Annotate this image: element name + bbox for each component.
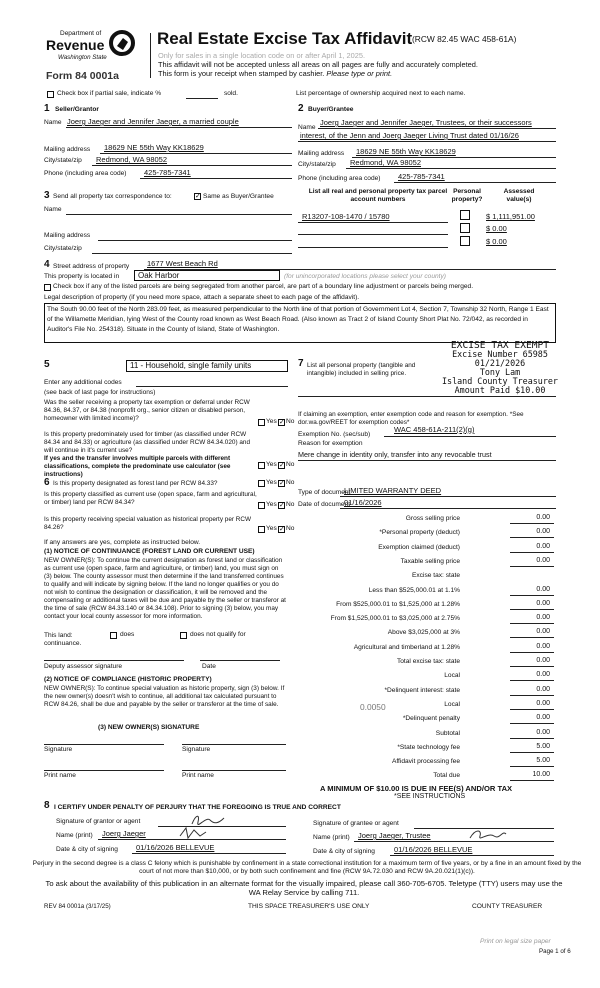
section-3-city-line[interactable] <box>92 253 292 254</box>
amount-line <box>510 595 554 596</box>
amount-value[interactable]: 0.00 <box>536 628 550 636</box>
section-7-number: 7 <box>298 358 304 369</box>
amount-label: Excise tax: state <box>411 572 460 580</box>
notice-3-heading: (3) NEW OWNER(S) SIGNATURE <box>98 724 200 731</box>
exemption-no[interactable]: WAC 458-61A-211(2)(g) <box>394 425 475 434</box>
amount-value[interactable]: 0.00 <box>536 685 550 693</box>
parcel-col-header: List all real and personal property tax parcel account numbers <box>308 188 448 203</box>
amount-label: *Delinquent penalty <box>402 715 460 723</box>
form-note-2b: Please type or print. <box>326 69 393 78</box>
additional-codes-hint: (see back of last page for instructions) <box>44 389 156 396</box>
exemption-label: If claiming an exemption, enter exemption code and reason for exemption. *See dor.wa.gov/REET for exemption codes* <box>298 411 524 426</box>
street-address[interactable]: 1677 West Beach Rd <box>147 259 218 268</box>
new-owner-print-2-line[interactable] <box>182 770 286 771</box>
availability-notice <box>44 879 564 897</box>
stamp-line4: Tony Lam <box>479 367 521 377</box>
if-yes-note: If any answers are yes, complete as instructed below. <box>44 539 201 546</box>
grantee-date-label: Date & city of signing <box>313 848 375 855</box>
amount-label: Gross selling price <box>405 515 460 522</box>
buyer-heading: Buyer/Grantee <box>308 106 354 113</box>
amount-line <box>510 723 554 724</box>
legal-description-box[interactable] <box>44 303 556 343</box>
buyer-city-label: City/state/zip <box>298 161 336 168</box>
grantee-sig-label: Signature of grantee or agent <box>313 820 399 827</box>
q1-no-checkbox[interactable]: ✓ <box>279 419 285 426</box>
seller-name-line <box>66 127 292 128</box>
local-rate[interactable]: 0.0050 <box>360 702 386 712</box>
q1-yes-checkbox[interactable] <box>258 419 265 426</box>
same-as-buyer-checkbox[interactable]: ✓ <box>195 193 201 200</box>
section-2-number: 2 <box>298 103 304 114</box>
amount-label: *Personal property (deduct) <box>379 529 460 537</box>
amount-line <box>510 552 554 553</box>
section-5-number: 5 <box>44 359 50 370</box>
same-as-buyer-label: Same as Buyer/Grantee <box>203 193 274 200</box>
amount-label: Exemption claimed (deduct) <box>378 543 460 551</box>
buyer-name-line2[interactable]: interest, of the Jenn and Joerg Jaeger Living Trust dated 01/16/26 <box>300 131 519 140</box>
current-use-no-checkbox[interactable]: ✓ <box>279 502 285 509</box>
stamp-line6: Amount Paid $10.00 <box>454 385 546 395</box>
seller-heading: Seller/Grantor <box>55 106 99 113</box>
buyer-phone-label: Phone (including area code) <box>298 175 381 182</box>
buyer-name-label: Name <box>298 124 316 131</box>
minimum-note: A MINIMUM OF $10.00 IS DUE IN FEE(S) AND/OR TAX <box>320 784 513 793</box>
county-treasurer: COUNTY TREASURER <box>472 903 543 910</box>
grantor-date-label: Date & city of signing <box>56 846 118 853</box>
section-3-name-line[interactable] <box>66 214 292 215</box>
q1-no-label: No <box>286 418 295 425</box>
buyer-mailing-label: Mailing address <box>298 150 345 157</box>
personal-checkbox-3[interactable] <box>460 236 470 246</box>
located-label: This property is located in <box>44 273 120 280</box>
assessed-row-1[interactable]: $ 1,111,951.00 <box>486 212 535 221</box>
revision: REV 84 0001a (3/17/25) <box>44 903 111 910</box>
current-use-yes-checkbox[interactable] <box>258 502 265 509</box>
exemption-no-label: Exemption No. (sec/sub) <box>298 431 371 438</box>
amount-label: Taxable selling price <box>400 557 460 565</box>
notice-1-heading: (1) NOTICE OF CONTINUANCE (FOREST LAND OR CURRENT USE) <box>44 548 255 555</box>
q2-no-label: No <box>286 461 295 468</box>
buyer-phone-line <box>394 182 556 183</box>
dept-line1: Department of <box>60 30 102 37</box>
amount-line <box>510 680 554 681</box>
personal-col-header: Personal property? <box>451 188 483 203</box>
amount-line <box>510 623 554 624</box>
buyer-city[interactable]: Redmond, WA 98052 <box>350 158 422 167</box>
new-owner-sig-2-line[interactable] <box>182 744 286 745</box>
legal-label: Legal description of property (if you need more space, attach a separate sheet to each page of the affidavit). <box>44 294 360 301</box>
grantor-date-line <box>132 853 286 854</box>
minimum-instructions: *SEE INSTRUCTIONS <box>394 793 466 800</box>
amount-label: Above $3,025,000 at 3% <box>387 629 460 637</box>
header-divider <box>150 33 151 78</box>
grantee-date[interactable]: 01/16/2026 BELLEVUE <box>394 845 473 854</box>
parcel-line-3 <box>298 247 448 248</box>
amount-value[interactable]: 0.00 <box>536 514 550 521</box>
doc-date[interactable]: 01/16/2026 <box>344 498 382 507</box>
amount-line <box>510 637 554 638</box>
partial-sale-sold: sold. <box>224 90 238 97</box>
located-select[interactable] <box>134 270 280 281</box>
legal-description: The South 90.00 feet of the North 283.09 feet, as measured perpendicular to the North line of that portion of Government Lot 4, Section 7, Township 32 North, Range 1 East of the Willamette Meridian, lying West of the County road known as West Beach Road. (Also known as Tract 2 of Island County Short Plat No. 72/042, as recorded in Auditor's File No. 254318). Situate in the County of Island, State of Washington. <box>47 306 549 333</box>
amount-label: Agricultural and timberland at 1.28% <box>353 643 460 651</box>
current-use-yes-label: Yes <box>266 501 277 508</box>
seller-mailing[interactable]: 18629 NE 55th Way KK18629 <box>104 143 204 152</box>
form-rcw: (RCW 82.45 WAC 458-61A) <box>412 34 517 44</box>
seller-mailing-label: Mailing address <box>44 146 91 153</box>
current-use-no-label: No <box>286 501 295 508</box>
deputy-signature-line[interactable] <box>44 660 184 661</box>
does-not-checkbox[interactable] <box>180 632 187 639</box>
amount-value[interactable]: 0.00 <box>536 699 550 707</box>
seller-mailing-line <box>100 153 292 154</box>
amount-line <box>510 609 554 610</box>
buyer-name-rule2 <box>298 141 556 142</box>
amount-line <box>510 666 554 667</box>
buyer-mailing[interactable]: 18629 NE 55th Way KK18629 <box>356 147 456 156</box>
grantee-name-label: Name (print) <box>313 834 350 841</box>
availability-text: To ask about the availability of this publication in an alternate format for the visually impaired, please call 360-705-6705. Teletype (TTY) users may use the WA Relay Service by calling 711. <box>45 879 563 897</box>
seller-phone[interactable]: 425-785-7341 <box>144 168 191 177</box>
amount-label: *Delinquent interest: state <box>384 686 460 694</box>
historic-no-checkbox[interactable]: ✓ <box>279 526 285 533</box>
amount-value[interactable]: 0.00 <box>536 528 550 536</box>
historic-yes-label: Yes <box>266 525 277 532</box>
section-6-number: 6 <box>44 477 50 488</box>
page-number: Page 1 of 6 <box>539 948 571 955</box>
buyer-city-line <box>346 168 556 169</box>
amount-label: From $1,525,000.01 to $3,025,000 at 2.75% <box>330 615 460 623</box>
q2-no-checkbox[interactable]: ✓ <box>279 462 285 469</box>
section-3-name-label: Name <box>44 206 62 213</box>
doc-date-label: Date of document <box>298 501 351 508</box>
parcel-row-1[interactable]: R13207-108-1470 / 15780 <box>302 212 390 221</box>
grantee-date-line <box>390 855 554 856</box>
grantee-signature <box>468 826 508 842</box>
grantor-date[interactable]: 01/16/2026 BELLEVUE <box>136 843 215 852</box>
personal-property-line-1[interactable] <box>298 396 556 397</box>
amount-line <box>510 738 554 739</box>
dept-line3: Washington State <box>58 54 107 61</box>
stamp-line3: 01/21/2026 <box>474 358 526 368</box>
amount-value[interactable]: 0.00 <box>536 614 550 622</box>
amount-value[interactable]: 0.00 <box>536 599 550 607</box>
form-number: Form 84 0001a <box>46 70 119 82</box>
section-3-heading: Send all property tax correspondence to: <box>53 193 172 200</box>
deputy-date-label: Date <box>202 663 216 670</box>
deputy-signature-label: Deputy assessor signature <box>44 663 123 670</box>
continuance-label: continuance. <box>44 640 82 647</box>
grantor-name[interactable]: Joerg Jaeger <box>102 829 146 838</box>
located-hint: (for unincorporated locations please select your county) <box>284 273 447 280</box>
amount-line <box>510 709 554 710</box>
amount-line <box>510 537 554 538</box>
assessed-row-2[interactable]: $ 0.00 <box>486 224 507 233</box>
segregated-label: Check box if any of the listed parcels are being segregated from another parcel, are part of a boundary line adjustment or parcels being merged. <box>53 283 474 290</box>
dept-line2: Revenue <box>46 37 105 53</box>
does-not-label: does not qualify for <box>190 631 246 638</box>
doc-type-line <box>340 496 556 497</box>
form-subtitle: Only for sales in a single location code on or after April 1, 2025. <box>158 51 366 60</box>
amount-value[interactable]: 10.00 <box>532 771 550 779</box>
new-owner-sig-1-line[interactable] <box>44 744 164 745</box>
notice-2-heading: (2) NOTICE OF COMPLIANCE (HISTORIC PROPERTY) <box>44 676 212 683</box>
amount-label: *State technology fee <box>397 743 460 751</box>
buyer-phone[interactable]: 425-785-7341 <box>398 172 445 181</box>
form-note-1: This affidavit will not be accepted unless all areas on all pages are fully and accurately completed. <box>158 60 478 69</box>
amount-label: Local <box>444 700 460 708</box>
grantee-name-line <box>354 841 554 842</box>
q2-yes-label: Yes <box>266 461 277 468</box>
amount-line <box>510 780 554 781</box>
amount-value[interactable]: 0.00 <box>536 728 550 736</box>
parcel-line-1 <box>298 222 448 223</box>
stamp-line2: Excise Number 65985 <box>452 349 548 359</box>
amount-line <box>510 523 554 524</box>
deputy-date-line[interactable] <box>200 660 280 661</box>
treasurer-use: THIS SPACE TREASURER'S USE ONLY <box>248 903 370 910</box>
notice-2-text: NEW OWNER(S): To continue special valuation as historic property, sign (3) below. If the new owner(s) doesn't wish to continue, all additional tax calculated pursuant to RCW 84.26, shall be due and payable by the seller or transferor at the time of sale. <box>44 685 285 708</box>
amount-value[interactable]: 0.00 <box>536 671 550 679</box>
section-1-number: 1 <box>44 103 50 114</box>
grantee-name[interactable]: Joerg Jaeger, Trustee <box>358 831 431 840</box>
grantor-name-label: Name (print) <box>56 832 93 839</box>
amount-label: Affidavit processing fee <box>391 758 460 766</box>
seller-name-label: Name <box>44 119 62 126</box>
partial-sale-percent-line[interactable] <box>186 98 218 99</box>
amount-line <box>510 652 554 653</box>
forest-no-checkbox[interactable]: ✓ <box>279 480 285 487</box>
forest-yes-label: Yes <box>266 479 277 486</box>
amount-label: Total due <box>433 772 460 780</box>
ownership-note: List percentage of ownership acquired next to each name. <box>296 90 466 97</box>
seller-name[interactable]: Joerg Jaeger and Jennifer Jaeger, a married couple <box>67 117 239 126</box>
new-owner-print-2-label: Print name <box>182 772 214 779</box>
forest-yes-checkbox[interactable] <box>258 480 265 487</box>
new-owner-print-1-label: Print name <box>44 772 76 779</box>
amount-line <box>510 766 554 767</box>
amount-label: Local <box>444 672 460 680</box>
seller-city[interactable]: Redmond, WA 98052 <box>96 155 168 164</box>
amount-value[interactable]: 5.00 <box>536 757 550 765</box>
dor-logo-icon <box>109 30 135 56</box>
form-title: Real Estate Excise Tax Affidavit <box>157 29 413 48</box>
doc-type-label: Type of document <box>298 489 351 496</box>
street-label: Street address of property <box>53 263 130 270</box>
reason-label: Reason for exemption <box>298 440 363 447</box>
treasurer-stamp <box>430 341 570 395</box>
section-6-q1: Is this property designated as forest land per RCW 84.33? <box>53 480 218 487</box>
partial-sale-label: Check box if partial sale, indicate % <box>57 90 162 97</box>
amount-value[interactable]: 5.00 <box>536 742 550 750</box>
seller-phone-line <box>140 178 292 179</box>
amount-label: From $525,000.01 to $1,525,000 at 1.28% <box>336 600 460 608</box>
doc-date-line <box>340 508 556 509</box>
historic-yes-checkbox[interactable] <box>258 526 265 533</box>
amount-value[interactable]: 0.00 <box>536 657 550 664</box>
section-7-label: List all personal property (tangible and intangible) included in selling price. <box>307 362 416 377</box>
notice-1-text: NEW OWNER(S): To continue the current designation as forest land or classification as current use (open space, farm and agriculture, or timber) land, you must sign on (3) below. The county assessor must then determine if the land transferred continues to qualify and will indicate by signing below. If the land no longer qualifies or you do not wish to continue the designation or classification, it will be removed and the compensating or additional taxes will be due and payable by the seller or transferor at the time of sale (RCW 84.33.140 or 84.34.108). Prior to signing (3) below, you may contact your local county assessor for more information. <box>44 557 286 620</box>
use-code-select[interactable] <box>126 360 288 372</box>
amount-value[interactable]: 0.00 <box>536 714 550 722</box>
seller-city-label: City/state/zip <box>44 157 82 164</box>
grantor-sig-label: Signature of grantor or agent <box>56 818 141 825</box>
section-5-q2b: If yes and the transfer involves multiple parcels with different classifications, complete the predominate use calculator (see instructions) <box>44 455 231 478</box>
amount-label: Subtotal <box>435 729 460 737</box>
assessed-row-3[interactable]: $ 0.00 <box>486 237 507 246</box>
buyer-name-rule1 <box>318 128 556 129</box>
located-value: Oak Harbor <box>138 271 180 280</box>
personal-checkbox-2[interactable] <box>460 223 470 233</box>
stamp-line5: Island County Treasurer <box>442 376 558 386</box>
new-owner-sig-2-label: Signature <box>182 746 211 753</box>
section-6-q2: Is this property classified as current use (open space, farm and agricultural, or timber) land per RCW 84.34? <box>44 491 257 506</box>
perjury-text: Perjury in the second degree is a class C felony which is punishable by confinement in a state correctional institution for a maximum term of five years, or by a fine in an amount fixed by the court of not more than $10,000, or by both such confinement and fine (RCW 9A.72.030 and RCW 9A.20.021(1)(c)). <box>32 860 582 875</box>
new-owner-sig-1-label: Signature <box>44 746 73 753</box>
does-checkbox[interactable] <box>110 632 117 639</box>
additional-codes-line[interactable] <box>136 386 288 387</box>
grantor-initials <box>178 826 208 840</box>
q1-yes-label: Yes <box>266 418 277 425</box>
form-note-2 <box>158 69 392 78</box>
partial-sale-checkbox[interactable] <box>47 91 54 98</box>
use-code-value: 11 - Household, single family units <box>130 361 252 370</box>
seller-phone-label: Phone (including area code) <box>44 170 127 177</box>
section-4-number: 4 <box>44 259 50 270</box>
section-5-q2: Is this property predominately used for timber (as classified under RCW 84.34 and 84.33) or agriculture (as classified under RCW 84.34.020) and will continue in it's current use? <box>44 431 251 454</box>
reason-line <box>298 460 556 461</box>
amount-line <box>510 752 554 753</box>
assessed-col-header: Assessed value(s) <box>503 188 535 203</box>
section-8-heading: I CERTIFY UNDER PENALTY OF PERJURY THAT THE FOREGOING IS TRUE AND CORRECT <box>54 804 341 811</box>
seller-city-line <box>92 165 292 166</box>
section-3-number: 3 <box>44 190 50 201</box>
section-5-q1: Was the seller receiving a property tax exemption or deferral under RCW 84.36, 84.37, or 84.38 (nonprofit org., senior citizen or disabled person, homeowner with limited income)? <box>44 399 250 422</box>
amount-value[interactable]: 0.00 <box>536 585 550 593</box>
amount-value[interactable]: 0.00 <box>536 642 550 650</box>
amount-value[interactable]: 0.00 <box>536 556 550 564</box>
forest-no-label: No <box>286 479 295 486</box>
exemption-no-line <box>384 436 556 437</box>
legal-size-note: Print on legal size paper <box>480 938 551 945</box>
personal-checkbox-1[interactable] <box>460 210 470 220</box>
amount-line <box>510 695 554 696</box>
reason-value[interactable]: Mere change in identity only, transfer into any revocable trust <box>298 450 492 459</box>
q2-yes-checkbox[interactable] <box>258 462 265 469</box>
section-3-city-label: City/state/zip <box>44 245 82 252</box>
amount-value[interactable]: 0.00 <box>536 542 550 550</box>
section-3-mailing-label: Mailing address <box>44 232 91 239</box>
does-label: does <box>120 631 135 638</box>
perjury-notice <box>32 860 582 876</box>
parcel-line-2 <box>298 234 448 235</box>
buyer-name-line1[interactable]: Joerg Jaeger and Jennifer Jaeger, Trustees, or their successors <box>320 118 532 127</box>
section-3-mailing-line[interactable] <box>98 240 292 241</box>
historic-no-label: No <box>286 525 295 532</box>
new-owner-print-1-line[interactable] <box>44 770 164 771</box>
amount-label: Total excise tax: state <box>396 658 460 665</box>
amount-label: Less than $525,000.01 at 1.1% <box>368 586 460 594</box>
section-8-number: 8 <box>44 800 50 811</box>
amount-line <box>510 566 554 567</box>
additional-codes-label: Enter any additional codes <box>44 379 122 386</box>
section-6-q3: Is this property receiving special valuation as historical property per RCW 84.26? <box>44 516 252 531</box>
this-land-label: This land: <box>44 632 73 639</box>
segregated-checkbox[interactable] <box>44 284 51 291</box>
form-note-2a: This form is your receipt when stamped by cashier. <box>158 69 327 78</box>
doc-type[interactable]: LIMITED WARRANTY DEED <box>344 486 442 495</box>
stamp-line1: EXCISE TAX EXEMPT <box>450 340 550 351</box>
